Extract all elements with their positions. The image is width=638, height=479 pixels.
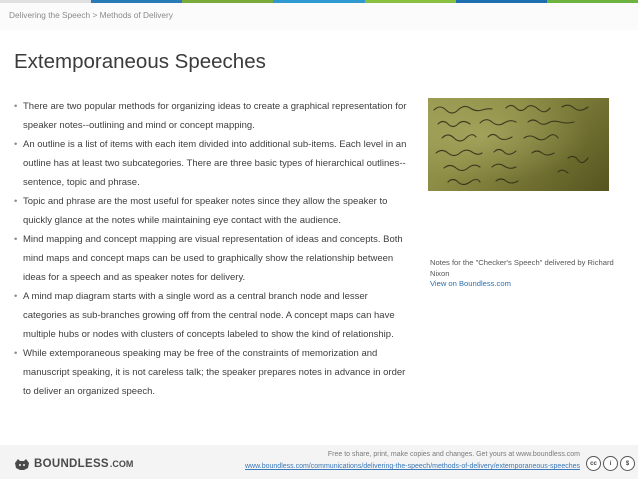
view-on-boundless-link[interactable]: View on Boundless.com <box>430 279 511 288</box>
cc-icon: cc <box>586 456 601 471</box>
bullet-text: Topic and phrase are the most useful for speaker notes since they allow the speaker to quickly glance at the notes while maintaining eye contact with the audience. <box>23 196 388 226</box>
bullet-list <box>14 97 409 401</box>
bullet-item <box>14 192 409 230</box>
handwritten-notes-photo[interactable] <box>428 98 609 191</box>
bullet-dot: • <box>14 101 18 112</box>
color-stripe <box>91 0 182 3</box>
bullet-item <box>14 135 409 192</box>
figure-caption: Notes for the "Checker's Speech" delivered by Richard Nixon <box>430 258 614 278</box>
color-stripe <box>182 0 273 3</box>
bullet-item <box>14 230 409 287</box>
bullet-dot: • <box>14 139 18 150</box>
breadcrumb[interactable]: Delivering the Speech > Methods of Delivery <box>9 10 173 20</box>
handwriting-scribbles <box>428 98 609 191</box>
creative-commons-badges[interactable] <box>586 456 635 471</box>
color-stripes <box>0 0 638 3</box>
license-note: Free to share, print, make copies and changes. Get yours at www.boundless.com <box>327 451 580 458</box>
bullet-item <box>14 97 409 135</box>
source-url-link[interactable]: www.boundless.com/communications/delivering-the-speech/methods-of-delivery/extemporaneous-speeches <box>245 463 580 470</box>
boundless-dog-icon <box>14 457 30 471</box>
bullet-dot: • <box>14 348 18 359</box>
bullet-text: A mind map diagram starts with a single word as a central branch node and lesser categories as sub-branches growing off from the central node. A concept maps can have multiple hubs or nodes with clusters of concepts labeled to show the kind of relationship. <box>23 291 395 340</box>
color-stripe <box>456 0 547 3</box>
bullet-item <box>14 344 409 401</box>
top-bar <box>0 0 638 30</box>
bullet-dot: • <box>14 291 18 302</box>
share-alike-icon: $ <box>620 456 635 471</box>
bullet-text: An outline is a list of items with each item divided into additional sub-items. Each level in an outline has at least two subcategories. There are three basic types of hierarchical outlines--sentence, topic and phrase. <box>23 139 407 188</box>
bullet-text: There are two popular methods for organizing ideas to create a graphical representation for speaker notes--outlining and mind or concept mapping. <box>23 101 407 131</box>
boundless-logo[interactable] <box>14 457 133 471</box>
bullet-dot: • <box>14 234 18 245</box>
logo-text: BOUNDLESS <box>34 458 109 470</box>
logo-suffix: .COM <box>109 459 134 469</box>
bullet-dot: • <box>14 196 18 207</box>
attribution-icon: i <box>603 456 618 471</box>
bullet-text: Mind mapping and concept mapping are visual representation of ideas and concepts. Both mind maps and concept maps can be used to graphically show the relationship between ideas for a speech and as speaker notes for delivery. <box>23 234 403 283</box>
color-stripe <box>547 0 638 3</box>
color-stripe <box>0 0 91 3</box>
slide-title: Extemporaneous Speeches <box>14 50 266 73</box>
bullet-text: While extemporaneous speaking may be free of the constraints of memorization and manuscript speaking, it is not careless talk; the speaker prepares notes in advance in order to deliver an organized speech. <box>23 348 406 397</box>
color-stripe <box>273 0 364 3</box>
color-stripe <box>365 0 456 3</box>
bullet-item <box>14 287 409 344</box>
